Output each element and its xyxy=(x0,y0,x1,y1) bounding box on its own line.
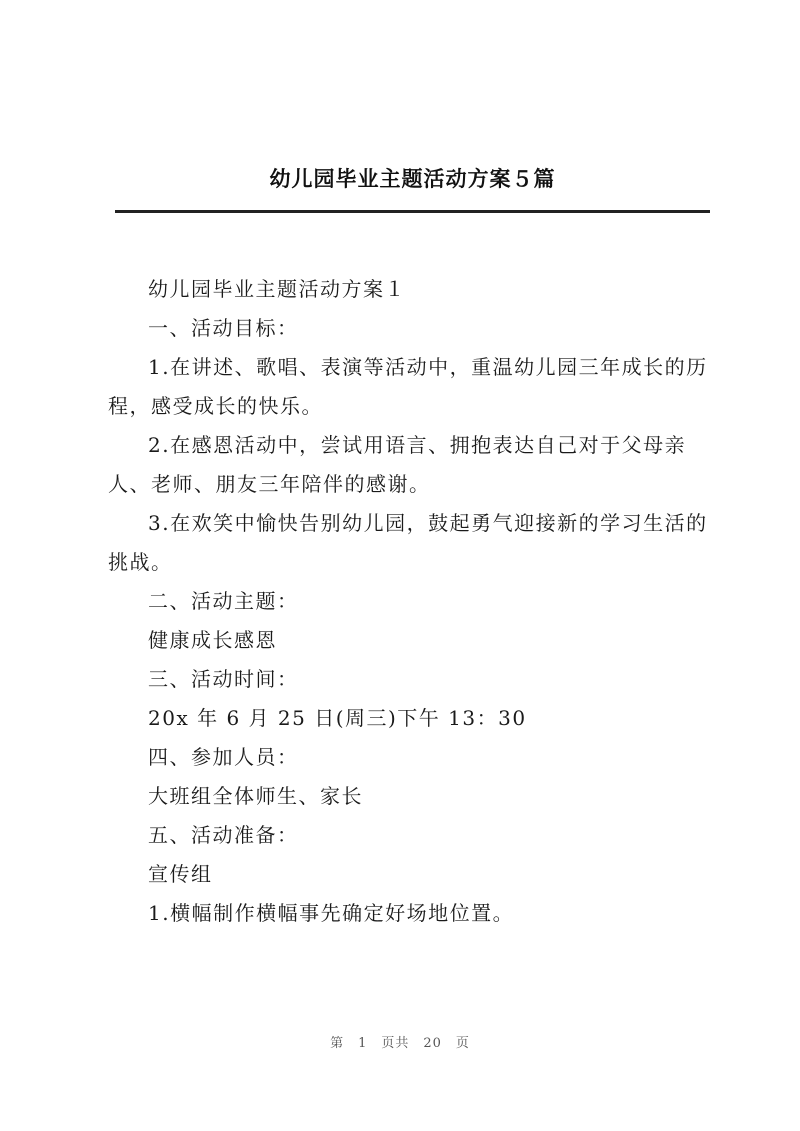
paragraph-line: 20x 年 6 月 25 日(周三)下午 13：30 xyxy=(148,706,527,730)
footer-total-pages: 20 xyxy=(423,1036,442,1051)
paragraph-line: 1.在讲述、歌唱、表演等活动中，重温幼儿园三年成长的历 xyxy=(148,355,708,379)
footer-di: 第 xyxy=(330,1036,345,1051)
footer-page-number: 1 xyxy=(358,1036,368,1051)
paragraph-line: 1.横幅制作横幅事先确定好场地位置。 xyxy=(148,901,515,925)
paragraph-line: 人、老师、朋友三年陪伴的感谢。 xyxy=(108,472,431,496)
paragraph-line: 五、活动准备： xyxy=(148,823,299,847)
paragraph-line: 宣传组 xyxy=(148,862,213,886)
footer-ye-gong: 页共 xyxy=(381,1036,410,1051)
paragraph-line: 程，感受成长的快乐。 xyxy=(108,394,323,418)
paragraph-line: 幼儿园毕业主题活动方案１ xyxy=(148,277,406,301)
footer-ye: 页 xyxy=(455,1036,470,1051)
page-footer xyxy=(0,1032,800,1051)
paragraph-line: 大班组全体师生、家长 xyxy=(148,784,363,808)
paragraph-line: 2.在感恩活动中，尝试用语言、拥抱表达自己对于父母亲 xyxy=(148,433,687,457)
paragraph-line: 一、活动目标： xyxy=(148,316,299,340)
paragraph-line: 二、活动主题： xyxy=(148,589,299,613)
title-divider xyxy=(115,210,710,213)
paragraph-line: 四、参加人员： xyxy=(148,745,299,769)
paragraph-line: 健康成长感恩 xyxy=(148,628,277,652)
document-title: 幼儿园毕业主题活动方案５篇 xyxy=(269,167,556,191)
paragraph-line: 三、活动时间： xyxy=(148,667,299,691)
paragraph-line: 3.在欢笑中愉快告别幼儿园，鼓起勇气迎接新的学习生活的 xyxy=(148,511,708,535)
paragraph-line: 挑战。 xyxy=(108,550,173,574)
document-body xyxy=(108,270,710,933)
